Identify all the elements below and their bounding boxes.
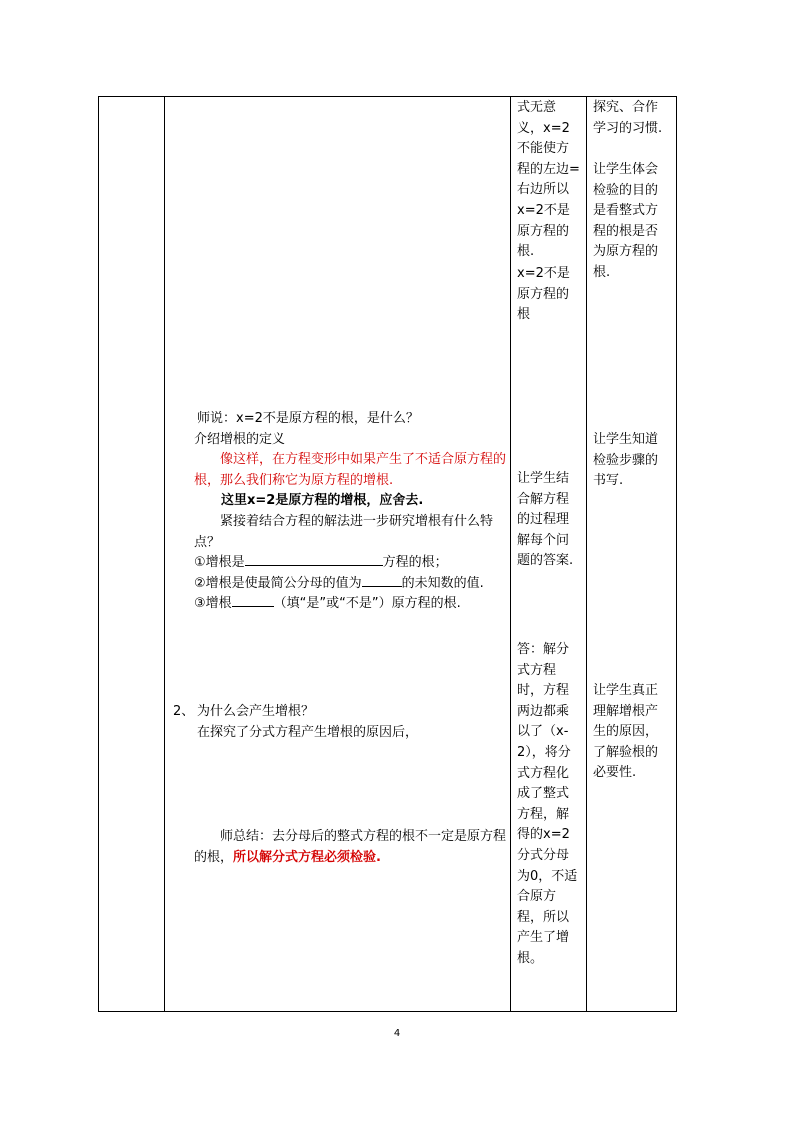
column-divider	[586, 97, 587, 1011]
answer-blank[interactable]	[232, 594, 274, 607]
design-intent-block: 让学生知道检验步骤的书写.	[593, 432, 659, 489]
design-intent-block: 探究、合作学习的习惯.	[593, 100, 663, 136]
question-1	[165, 553, 508, 574]
question-2	[165, 574, 508, 595]
further-study: 紧接着结合方程的解法进一步研究增根有什么特点？	[194, 513, 494, 550]
question-1-suffix: 方程的根；	[382, 555, 448, 571]
student-activity-block: x=2不是原方程的根	[517, 266, 570, 323]
answer-blank[interactable]	[362, 574, 402, 587]
section-2-title: 为什么会产生增根？	[197, 704, 315, 719]
answer-blank[interactable]	[245, 553, 383, 566]
question-2-suffix: 的未知数的值.	[401, 575, 484, 591]
summary-text: 师总结：去分母后的整式方程的根不一定是原方程的根，	[194, 829, 507, 865]
page-number: 4	[393, 1028, 401, 1039]
question-3-suffix: （填“是”或“不是”）原方程的根.	[273, 596, 461, 612]
design-intent-block: 让学生体会检验的目的是看整式方程的根是否为原方程的根.	[593, 162, 659, 280]
teacher-summary	[165, 827, 508, 868]
lesson-table	[98, 96, 677, 1012]
section-2-block	[165, 702, 508, 743]
section-number: 2、	[173, 704, 195, 719]
student-activity-block: 式无意义，x=2不能使方程的左边=右边所以x=2不是原方程的根.	[517, 100, 580, 260]
question-3	[165, 594, 508, 615]
section-2-text: 在探究了分式方程产生增根的原因后，	[197, 724, 419, 740]
teacher-question: 师说：x=2不是原方程的根，是什么？	[197, 411, 419, 426]
design-intent-block: 让学生真正理解增根产生的原因，了解验根的必要性.	[593, 683, 659, 781]
student-activity-block: 让学生结合解方程的过程理解每个问题的答案.	[517, 471, 574, 569]
teacher-process-block	[165, 409, 508, 615]
key-conclusion: 这里x=2是原方程的增根，应舍去.	[221, 493, 424, 509]
summary-paragraph	[165, 827, 508, 868]
question-1-prefix: ①增根是	[194, 555, 245, 571]
question-2-prefix: ②增根是使最简公分母的值为	[194, 575, 362, 591]
question-3-prefix: ③增根	[194, 596, 232, 612]
column-divider	[510, 97, 511, 1011]
definition-intro: 介绍增根的定义	[194, 431, 286, 447]
augmented-root-definition: 像这样，在方程变形中如果产生了不适合原方程的根，那么我们称它为原方程的增根.	[194, 452, 507, 488]
student-activity-block: 答：解分式方程时，方程两边都乘以了（x-2），将分式方程化成了整式方程，解得的x=2分式分母为0，不适合原方程，所以产生了增根。	[517, 642, 578, 966]
summary-emphasis: 所以解分式方程必须检验.	[233, 849, 381, 865]
